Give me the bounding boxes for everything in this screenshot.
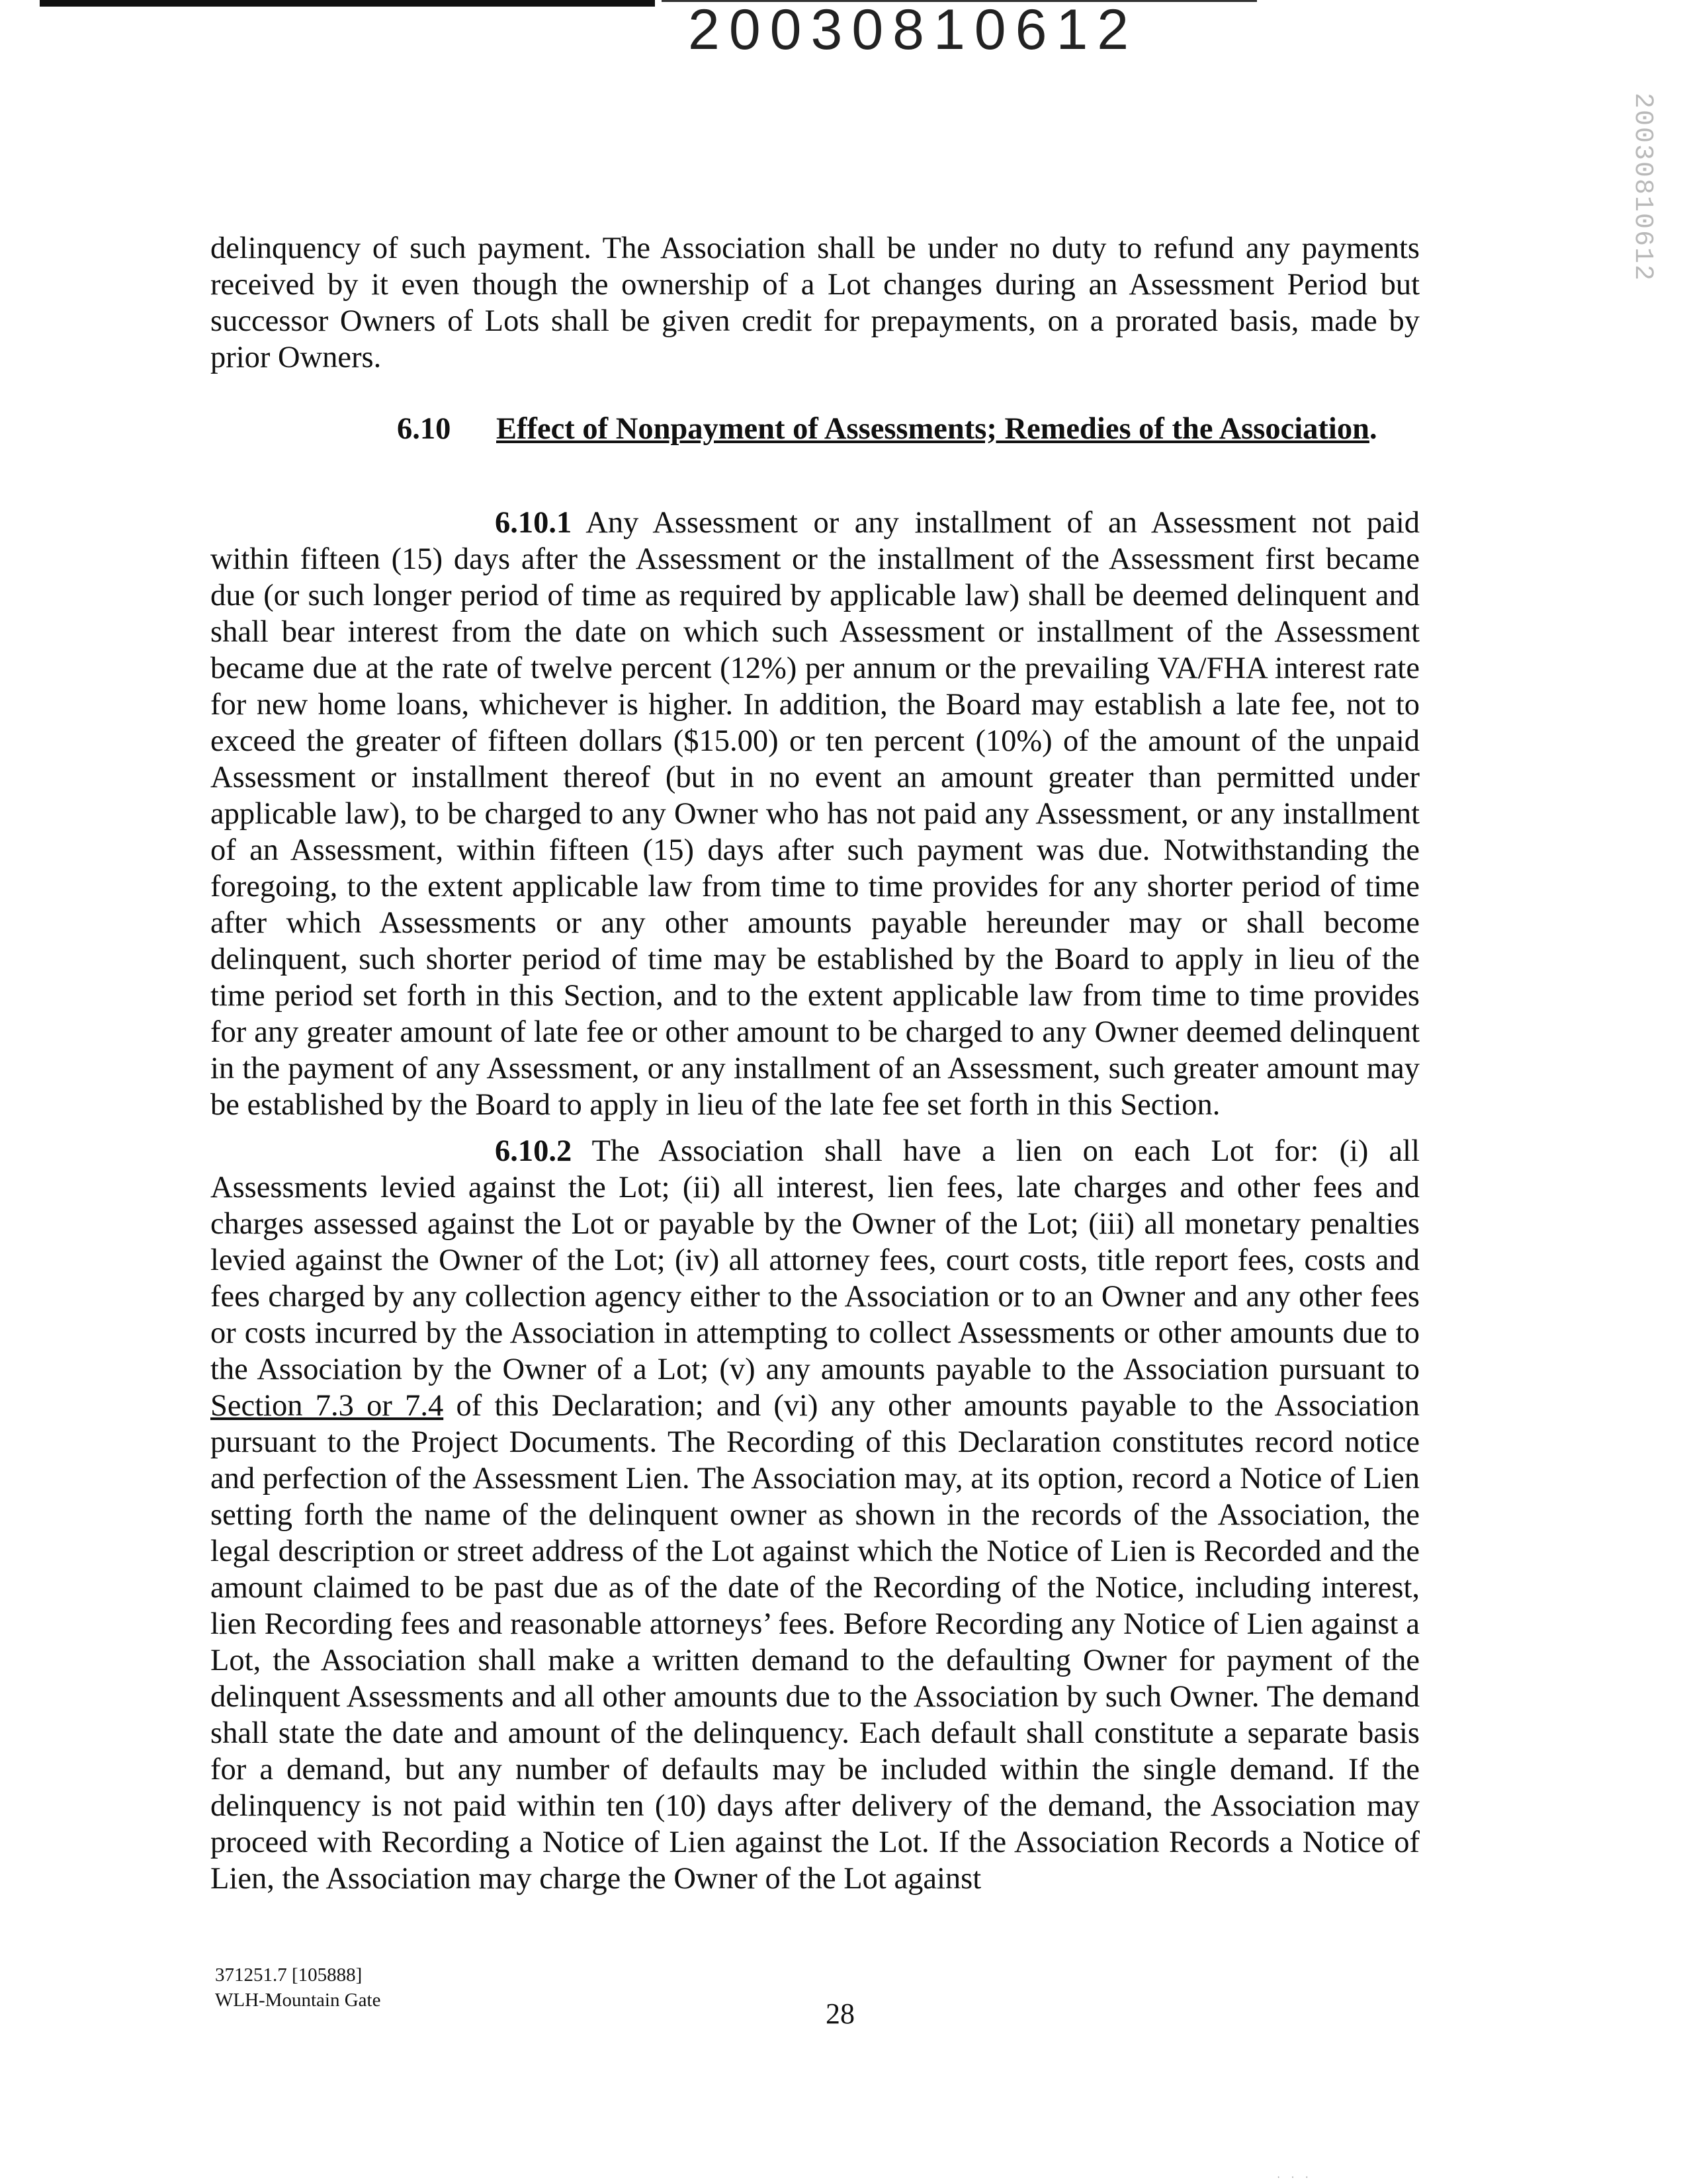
footer-doc-id: 371251.7 [105888]	[215, 1964, 363, 1986]
scan-specks: · · ·	[1277, 2172, 1313, 2183]
section-6-10-2-text-after-ref: of this Declaration; and (vi) any other amounts payable to the Association pursuant to the Project Documents. The Recording of this Declaration constitutes record notice and perfection of the Assessment Lien. The Association may, at its option, record a Notice of Lien setting forth the name of the delinquent owner as shown in the records of the Association, the legal description or street address of the Lot against which the Notice of Lien is Recorded and the amount claimed to be past due as of the date of the Recording of the Notice, including interest, lien Recording fees and reasonable attorneys’ fees. Before Recording any Notice of Lien against a Lot, the Association shall make a written demand to the defaulting Owner for payment of the delinquent Assessments and all other amounts due to the Association by such Owner. The demand shall state the date and amount of the delinquency. Each default shall constitute a separate basis for a demand, but any number of defaults may be included within the single demand. If the delinquency is not paid within ten (10) days after delivery of the demand, the Association may proceed with Recording a Notice of Lien against the Lot. If the Association Records a Notice of Lien, the Association may charge the Owner of the Lot against	[210, 1389, 1420, 1896]
section-heading-title: Effect of Nonpayment of Assessments; Remedies of the Association	[496, 412, 1369, 446]
section-reference-link: Section 7.3 or 7.4	[210, 1389, 444, 1423]
section-heading-period: .	[1369, 412, 1377, 446]
section-6-10-2-text-before-ref: The Association shall have a lien on each Lot for: (i) all Assessments levied against the Lot; (ii) all interest, lien fees, late charges and other fees and charges assessed against the Lot or payable by the Owner of the Lot; (iii) all monetary penalties levied against the Owner of the Lot; (iv) all attorney fees, court costs, title report fees, costs and fees charged by any collection agency either to the Association or to an Owner and any other fees or costs incurred by the Association in attempting to collect Assessments or other amounts due to the Association by the Owner of a Lot; (v) any amounts payable to the Association pursuant to	[210, 1134, 1420, 1386]
side-recording-stamp: 20030810612	[1627, 93, 1657, 282]
section-heading-number: 6.10	[397, 412, 451, 446]
section-6-10-1-paragraph	[210, 505, 1420, 1123]
page-number: 28	[826, 1997, 855, 2030]
top-scan-rule	[40, 0, 655, 7]
section-6-10-2-number: 6.10.2	[495, 1134, 572, 1168]
paragraph-continuation: delinquency of such payment. The Association shall be under no duty to refund any payments received by it even though the ownership of a Lot changes during an Assessment Period but successor Owners of Lots shall be given credit for prepayments, on a prorated basis, made by prior Owners.	[210, 231, 1420, 374]
section-6-10-1-number: 6.10.1	[495, 506, 572, 540]
document-number: 20030810612	[688, 0, 1139, 62]
section-6-10-2-paragraph	[210, 1133, 1420, 1897]
footer-project-name: WLH-Mountain Gate	[215, 1990, 381, 2011]
footer-document-reference	[215, 1962, 380, 2013]
section-heading-6-10	[397, 411, 1377, 447]
section-6-10-1-text: Any Assessment or any installment of an Assessment not paid within fifteen (15) days after the Assessment or the installment of the Assessment first became due (or such longer period of time as required by applicable law) shall be deemed delinquent and shall bear interest from the date on which such Assessment or installment of the Assessment became due at the rate of twelve percent (12%) per annum or the prevailing VA/FHA interest rate for new home loans, whichever is higher. In addition, the Board may establish a late fee, not to exceed the greater of fifteen dollars ($15.00) or ten percent (10%) of the amount of the unpaid Assessment or installment thereof (but in no event an amount greater than permitted under applicable law), to be charged to any Owner who has not paid any Assessment, or any installment of an Assessment, within fifteen (15) days after such payment was due. Notwithstanding the foregoing, to the extent applicable law from time to time provides for any shorter period of time after which Assessments or any other amounts payable hereunder may or shall become delinquent, such shorter period of time may be established by the Board to apply in lieu of the time period set forth in this Section, and to the extent applicable law from time to time provides for any greater amount of late fee or other amount to be charged to any Owner deemed delinquent in the payment of any Assessment, or any installment of an Assessment, such greater amount may be established by the Board to apply in lieu of the late fee set forth in this Section.	[210, 506, 1420, 1122]
